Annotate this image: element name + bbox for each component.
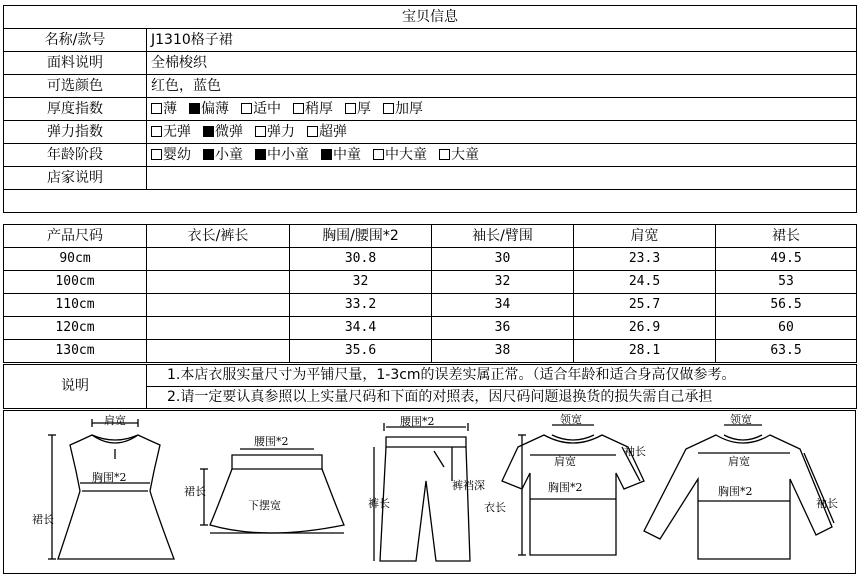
tshirt-shoulder-label: 肩宽 (554, 455, 576, 468)
option-item (151, 121, 191, 143)
longsleeve-chest-label: 胸围*2 (718, 485, 753, 498)
option-item (383, 98, 423, 120)
option-item (373, 144, 427, 166)
size-header-cell: 裙长 (716, 225, 857, 248)
option-item (439, 144, 479, 166)
option-item (293, 98, 333, 120)
notes-table (3, 364, 857, 409)
tshirt-chest-label: 胸围*2 (548, 481, 583, 494)
size-row (4, 271, 857, 294)
dress-diagram (48, 419, 174, 559)
longsleeve-shoulder-label: 肩宽 (728, 455, 750, 468)
fabric-label: 面料说明 (4, 52, 147, 75)
size-value-cell: 28.1 (574, 340, 716, 363)
size-label-cell: 110cm (4, 294, 147, 317)
option-label: 加厚 (395, 101, 423, 117)
size-value-cell: 32 (432, 271, 574, 294)
diagram-svg (4, 411, 857, 575)
dress-length-label: 裙长 (32, 513, 54, 526)
option-item (203, 144, 243, 166)
size-value-cell: 23.3 (574, 248, 716, 271)
size-value-cell: 30 (432, 248, 574, 271)
thickness-options (147, 98, 857, 121)
notes-line-1: 1.本店衣服实量尺寸为平铺尺量，1-3cm的误差实属正常。（适合年龄和适合身高仅做参考。 (147, 365, 857, 387)
size-table-header (4, 225, 857, 248)
unchecked-box-icon (293, 103, 304, 114)
size-value-cell (147, 317, 290, 340)
unchecked-box-icon (241, 103, 252, 114)
unchecked-box-icon (383, 103, 394, 114)
size-value-cell: 63.5 (716, 340, 857, 363)
pants-diagram (374, 423, 470, 561)
option-item (307, 121, 347, 143)
option-label: 中大童 (385, 147, 427, 163)
size-header-cell: 袖长/臂围 (432, 225, 574, 248)
info-row-elasticity (4, 121, 857, 144)
info-row-thickness (4, 98, 857, 121)
elasticity-label: 弹力指数 (4, 121, 147, 144)
skirt-length-label: 裙长 (184, 485, 206, 498)
option-label: 厚 (357, 101, 371, 117)
fabric-value: 全棉梭织 (147, 52, 857, 75)
size-label-cell: 100cm (4, 271, 147, 294)
skirt-waist-label: 腰围*2 (254, 435, 289, 448)
pants-waist-label: 腰围*2 (400, 415, 435, 428)
size-header-cell: 胸围/腰围*2 (290, 225, 432, 248)
tshirt-collar-label: 领宽 (560, 413, 582, 426)
size-value-cell (147, 248, 290, 271)
size-value-cell: 26.9 (574, 317, 716, 340)
size-value-cell: 53 (716, 271, 857, 294)
notes-label: 说明 (4, 365, 147, 409)
info-row-fabric (4, 52, 857, 75)
sheet-title: 宝贝信息 (4, 6, 857, 29)
size-value-cell: 35.6 (290, 340, 432, 363)
option-label: 稍厚 (305, 101, 333, 117)
size-row (4, 340, 857, 363)
unchecked-box-icon (373, 149, 384, 160)
option-label: 超弹 (319, 124, 347, 140)
size-value-cell: 24.5 (574, 271, 716, 294)
info-row-name (4, 29, 857, 52)
colors-value: 红色，蓝色 (147, 75, 857, 98)
spacer-row (4, 190, 857, 213)
size-label-cell: 120cm (4, 317, 147, 340)
shop-note-value (147, 167, 857, 190)
size-value-cell: 49.5 (716, 248, 857, 271)
option-label: 中童 (333, 147, 361, 163)
name-label: 名称/款号 (4, 29, 147, 52)
unchecked-box-icon (255, 126, 266, 137)
dress-chest-label: 胸围*2 (92, 471, 127, 484)
name-value: J1310格子裙 (147, 29, 857, 52)
size-row (4, 294, 857, 317)
age-options (147, 144, 857, 167)
option-item (189, 98, 229, 120)
checked-box-icon (321, 149, 332, 160)
unchecked-box-icon (151, 149, 162, 160)
option-label: 弹力 (267, 124, 295, 140)
pants-rise-label: 裤裆深 (452, 479, 485, 492)
size-value-cell: 33.2 (290, 294, 432, 317)
checked-box-icon (255, 149, 266, 160)
longsleeve-sleeve-label: 袖长 (816, 497, 838, 510)
size-value-cell: 25.7 (574, 294, 716, 317)
tshirt-sleeve-label: 袖长 (624, 445, 646, 458)
unchecked-box-icon (151, 126, 162, 137)
unchecked-box-icon (151, 103, 162, 114)
option-item (255, 121, 295, 143)
info-row-colors (4, 75, 857, 98)
option-label: 大童 (451, 147, 479, 163)
option-item (151, 144, 191, 166)
size-label-cell: 130cm (4, 340, 147, 363)
option-item (321, 144, 361, 166)
size-value-cell: 38 (432, 340, 574, 363)
size-value-cell (147, 340, 290, 363)
size-value-cell: 60 (716, 317, 857, 340)
pants-length-label: 裤长 (368, 497, 390, 510)
unchecked-box-icon (439, 149, 450, 160)
size-header-cell: 衣长/裤长 (147, 225, 290, 248)
size-value-cell: 36 (432, 317, 574, 340)
option-label: 小童 (215, 147, 243, 163)
option-label: 无弹 (163, 124, 191, 140)
option-item (203, 121, 243, 143)
colors-label: 可选颜色 (4, 75, 147, 98)
option-label: 偏薄 (201, 101, 229, 117)
size-header-cell: 肩宽 (574, 225, 716, 248)
option-label: 薄 (163, 101, 177, 117)
age-label: 年龄阶段 (4, 144, 147, 167)
size-value-cell: 30.8 (290, 248, 432, 271)
option-item (241, 98, 281, 120)
size-value-cell: 56.5 (716, 294, 857, 317)
unchecked-box-icon (307, 126, 318, 137)
unchecked-box-icon (345, 103, 356, 114)
option-label: 微弹 (215, 124, 243, 140)
size-value-cell: 32 (290, 271, 432, 294)
info-table (3, 5, 857, 213)
info-row-shop-note (4, 167, 857, 190)
size-label-cell: 90cm (4, 248, 147, 271)
elasticity-options (147, 121, 857, 144)
size-row (4, 317, 857, 340)
checked-box-icon (203, 126, 214, 137)
size-value-cell (147, 271, 290, 294)
measurement-diagrams (3, 410, 856, 574)
checked-box-icon (203, 149, 214, 160)
thickness-label: 厚度指数 (4, 98, 147, 121)
info-row-age (4, 144, 857, 167)
option-item (345, 98, 371, 120)
skirt-hem-label: 下摆宽 (248, 499, 281, 512)
tshirt-length-label: 衣长 (484, 501, 506, 514)
size-row (4, 248, 857, 271)
option-label: 中小童 (267, 147, 309, 163)
option-item (151, 98, 177, 120)
size-table-body (4, 248, 857, 363)
notes-line-2: 2.请一定要认真参照以上实量尺码和下面的对照表，因尺码问题退换货的损失需自己承担 (147, 387, 857, 409)
size-value-cell (147, 294, 290, 317)
size-value-cell: 34 (432, 294, 574, 317)
size-table (3, 224, 857, 363)
skirt-diagram (200, 449, 344, 533)
option-item (255, 144, 309, 166)
option-label: 婴幼 (163, 147, 191, 163)
size-value-cell: 34.4 (290, 317, 432, 340)
dress-shoulder-label: 肩宽 (104, 414, 126, 427)
size-header-cell: 产品尺码 (4, 225, 147, 248)
checked-box-icon (189, 103, 200, 114)
shop-note-label: 店家说明 (4, 167, 147, 190)
longsleeve-collar-label: 领宽 (730, 413, 752, 426)
option-label: 适中 (253, 101, 281, 117)
